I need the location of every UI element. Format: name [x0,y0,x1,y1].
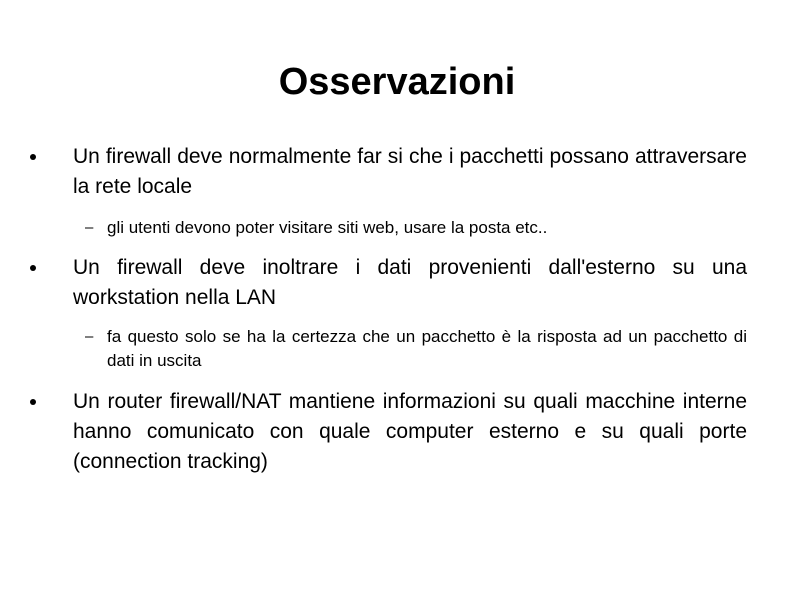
bullet-text: Un firewall deve inoltrare i dati provenienti dall'esterno su una workstation nella LAN [73,256,747,309]
slide-title: Osservazioni [278,61,516,103]
bullet-item-firewall-forward [73,253,747,313]
dash-icon: – [85,219,94,236]
bullet-text: Un router firewall/NAT mantiene informazioni su quali macchine interne hanno comunicato con quale computer esterno e su quali porte (connection tracking) [73,390,747,473]
dash-icon: – [85,328,94,345]
sub-bullet-item-users [85,216,747,240]
bullet-item-firewall-traffic [73,142,747,202]
bullet-text: Un firewall deve normalmente far si che i pacchetti possano attraversare la rete locale [73,145,747,198]
sub-bullet-item-response [85,325,747,373]
bullet-icon [30,154,36,160]
sub-bullet-text: gli utenti devono poter visitare siti web, usare la posta etc.. [107,218,548,237]
bullet-icon [30,399,36,405]
bullet-item-connection-tracking [73,387,747,477]
sub-bullet-text: fa questo solo se ha la certezza che un pacchetto è la risposta ad un pacchetto di dati in uscita [107,327,747,370]
bullet-icon [30,265,36,271]
